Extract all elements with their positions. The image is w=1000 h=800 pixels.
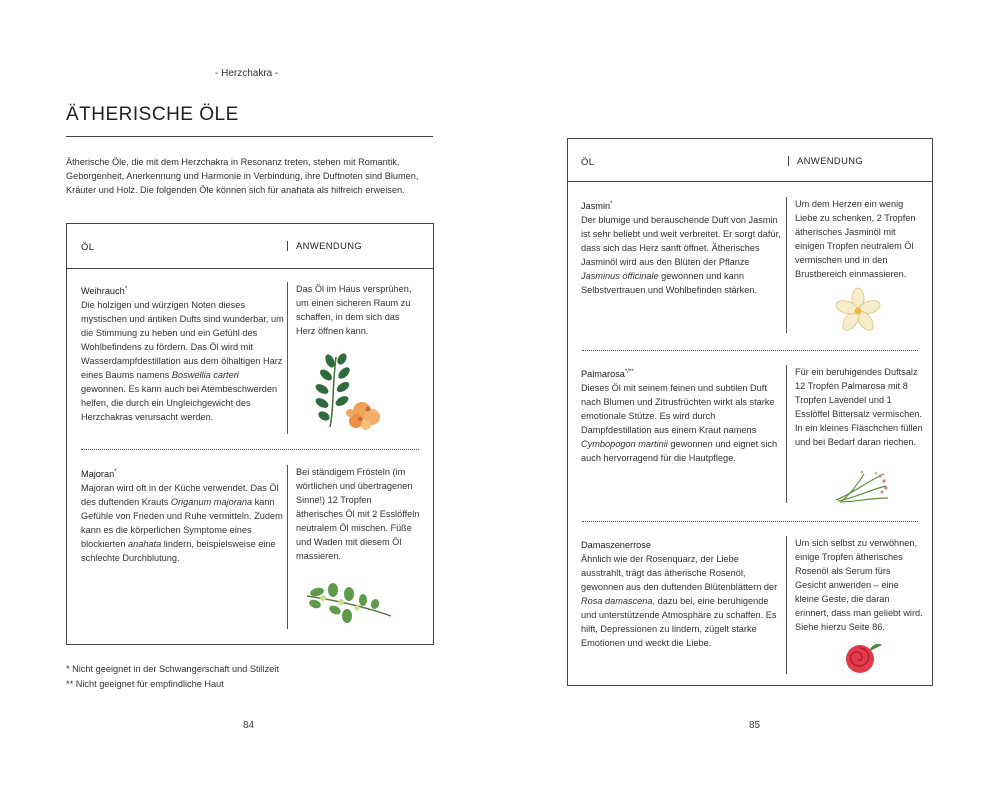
application-text: Für ein beruhigendes Duftsalz 12 Tropfen Palmarosa mit 8 Tropfen Lavendel und 1 Esslöffel Bittersalz vermischen. In ein kleines Fläschchen füllen und bei Bedarf daran riechen. [795, 367, 923, 447]
entry-divider [582, 350, 918, 351]
page-number: 85 [749, 720, 761, 731]
frankincense-branch-icon [310, 349, 392, 433]
latin-name: Boswellia carteri [171, 370, 239, 381]
oil-description: Majoran wird oft in der Küche verwendet. Das Öl des duftenden Krauts Origanum majorana kann Gefühle von Frieden und Ruhe vermitteln. Zudem kann es die körperlichen Symptome eines blockierten anahata lindern, beispielsweise eine schlechte Durchblutung. [81, 483, 283, 564]
table-header [67, 224, 433, 269]
running-head: - Herzchakra - [215, 68, 279, 79]
oil-table [567, 138, 933, 686]
latin-name: Cymbopogon martinii [581, 439, 668, 450]
application-text: Bei ständigem Frösteln (im wörtlichen und übertragenen Sinne!) 12 Tropfen ätherisches Öl mit 2 Esslöffeln neutralem Öl mischen. Füße und Waden mit diesem Öl massieren. [296, 467, 420, 561]
application-text: Um dem Herzen ein wenig Liebe zu schenken, 2 Tropfen ätherisches Jasminöl mit einigen Tropfen neutralem Öl vermischen und in den Brustbereich einmassieren. [795, 199, 916, 279]
jasmine-flower-icon [834, 287, 882, 335]
oil-name: Weihrauch* [81, 286, 128, 297]
oil-description: Ähnlich wie der Rosenquarz, der Liebe ausstrahlt, trägt das ätherische Rosenöl, gewonnen aus den duftenden Blütenblättern der Rosa damascena, dazu bei, eine beruhigende und unterstützende Atmosphäre zu schaffen. Es hilft, Depressionen zu lindern, zügelt starke Emotionen und weckt die Liebe. [581, 554, 778, 649]
latin-name: Jasminus officinale [581, 271, 659, 282]
oil-name: Damaszenerrose [581, 540, 651, 551]
entry-divider [582, 521, 918, 522]
footnote-1: * Nicht geeignet in der Schwangerschaft und Stillzeit [66, 664, 279, 674]
oil-description: Die holzigen und würzigen Noten dieses mystischen und antiken Dufts sind wunderbar, um die Stimmung zu heben und ein Gefühl des Wohlbefindens zu fördern. Das Öl wird mit Wasserdampfdestillation aus dem ölhaltigen Harz eines Baums namens Boswellia carteri gewonnen. Es kann auch bei Atembeschwerden helfen, die durch ein Ungleichgewicht des Herzchakras verursacht werden. [81, 300, 284, 423]
oil-description: Der blumige und berauschende Duft von Jasmin ist sehr beliebt und weit verbreitet. Er sorgt dafür, dass sich das Herz sanft öffnet. Ätherisches Jasminöl wird aus den Blüten der Pflanze Jasminus officinale gewonnen und kann Selbstvertrauen und Wohlbefinden stärken. [581, 215, 781, 296]
right-page [500, 0, 1000, 800]
oil-description-column [581, 365, 781, 465]
oil-name: Jasmin* [581, 201, 613, 212]
entry-divider [81, 449, 419, 450]
oil-description: Dieses Öl mit seinem feinen und subtilen Duft nach Blumen und Zitrusfrüchten wirkt als starke emotionale Stütze. Es wird durch Dampfdestillation aus einem Kraut namens Cymbopogon martinii gewonnen und eignet sich auch hervorragend für die Hautpflege. [581, 383, 778, 464]
table-header [568, 139, 932, 182]
application-text: Um sich selbst zu verwöhnen, einige Tropfen ätherisches Rosenöl als Serum fürs Gesicht anwenden – eine kleine Geste, die daran erinnert, dass man geliebt wird. Siehe hierzu Seite 86. [795, 538, 923, 632]
footnotes [66, 662, 279, 692]
header-oil: ÖL [81, 241, 95, 252]
oil-description-column [581, 536, 781, 650]
marjoram-sprig-icon [303, 582, 395, 630]
palmarosa-grass-icon [834, 468, 890, 504]
header-oil: ÖL [581, 156, 595, 167]
rose-icon [840, 639, 884, 675]
header-application: ANWENDUNG [788, 156, 863, 166]
oil-table [66, 223, 434, 645]
oil-description-column [81, 282, 286, 424]
page-number: 84 [243, 720, 255, 731]
latin-name: Rosa damascena [581, 596, 653, 607]
application-text: Das Öl im Haus versprühen, um einen sicheren Raum zu schaffen, in dem sich das Herz öffnen kann. [296, 284, 412, 336]
oil-name: Majoran* [81, 469, 117, 480]
title-rule [66, 136, 433, 137]
latin-name: Origanum majorana [170, 497, 253, 508]
header-application: ANWENDUNG [287, 241, 362, 251]
latin-name: anahata [127, 539, 162, 550]
chapter-title: ÄTHERISCHE ÖLE [66, 104, 239, 125]
intro-paragraph: Ätherische Öle, die mit dem Herzchakra in Resonanz treten, stehen mit Romantik, Geborgenheit, Anerkennung und Harmonie in Verbindung, ihre Duftnoten sind Blumen, Kräuter und Holz. Die folgenden Öle können sich für anahata als hilfreich erweisen. [66, 157, 419, 195]
footnote-2: ** Nicht geeignet für empfindliche Haut [66, 679, 224, 689]
oil-description-column [581, 197, 781, 297]
oil-description-column [81, 465, 286, 565]
oil-name: Palmarosa*/** [581, 369, 634, 380]
